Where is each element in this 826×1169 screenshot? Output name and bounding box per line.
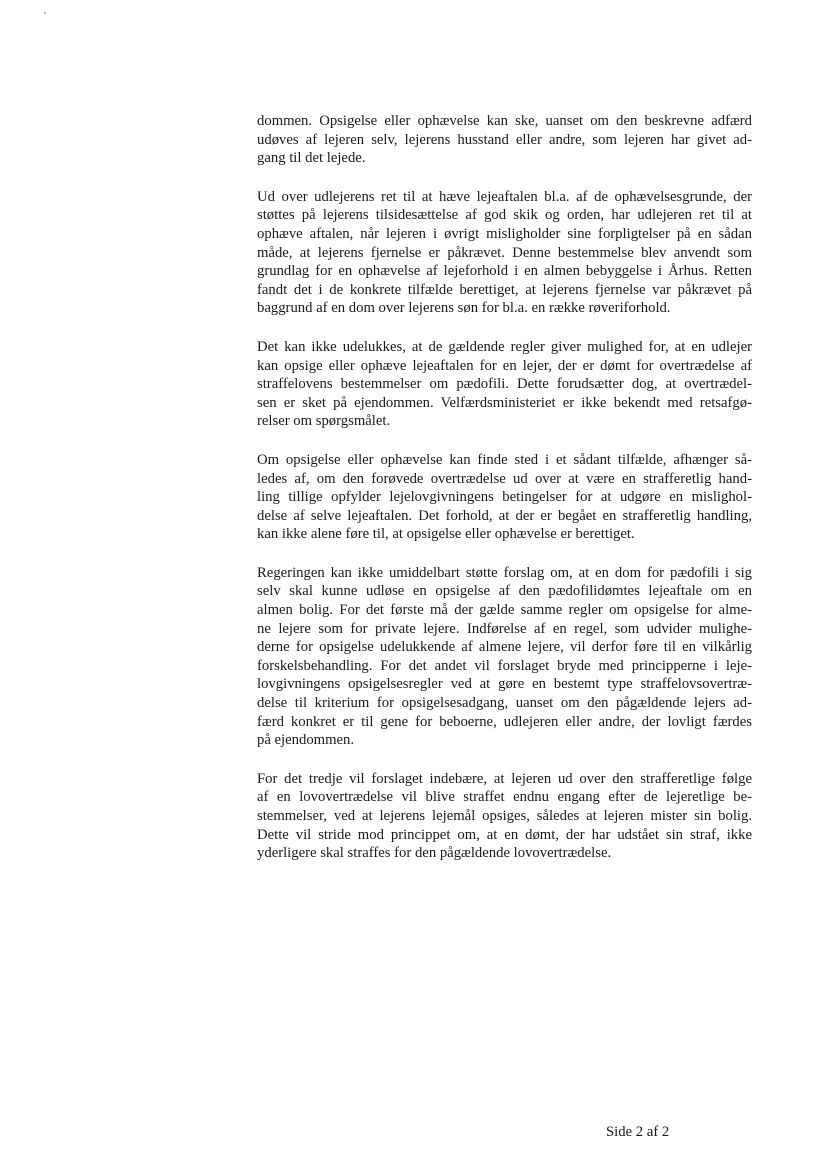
text-line: ne lejere som for private lejere. Indførelse af en regel, som udvider mulighe- [257,620,752,637]
scan-speck [44,12,46,14]
text-line: udøves af lejeren selv, lejerens husstand eller andre, som lejeren har givet ad- [257,131,752,148]
text-line: Regeringen kan ikke umiddelbart støtte forslag om, at en dom for pædofili i sig [257,564,752,581]
paragraph-6 [257,770,752,863]
text-line: Det kan ikke udelukkes, at de gældende regler giver mulighed for, at en udlejer [257,338,752,355]
text-line: delse til kriterium for opsigelsesadgang, uanset om den pågældende lejers ad- [257,695,752,712]
text-line: måde, at lejerens fjernelse er påkrævet. Denne bestemmelse blev anvendt som [257,244,752,261]
text-line: yderligere skal straffes for den pågældende lovovertrædelse. [257,845,612,862]
text-line: Ud over udlejerens ret til at hæve lejeaftalen bl.a. af de ophævelsesgrunde, der [257,188,752,205]
paragraph-1 [257,112,752,168]
page-number: Side 2 af 2 [606,1124,670,1140]
text-line: støttes på lejerens tilsidesættelse af god skik og orden, har udlejeren ret til at [257,207,752,224]
text-line: sen er sket på ejendommen. Velfærdsministeriet er ikke bekendt med retsafgø- [257,394,752,411]
text-line: relser om spørgsmålet. [257,413,391,430]
paragraph-4 [257,451,752,544]
text-line: af en lovovertrædelse vil blive straffet endnu engang efter de lejeretlige be- [257,789,752,806]
text-line: grundlag for en ophævelse af lejeforhold i en almen bebyggelse i Århus. Retten [257,263,752,280]
paragraph-5 [257,564,752,750]
text-line: stemmelser, ved at lejerens lejemål opsiges, således at lejeren mister sin bolig. [257,808,752,824]
text-line: Dette vil stride mod princippet om, at en dømt, der har udstået sin straf, ikke [257,826,752,843]
text-line: ledes af, om den forøvede overtrædelse ud over at være en strafferetlig hand- [257,470,752,487]
paragraph-3 [257,338,752,431]
paragraph-2 [257,188,752,318]
text-line: ophæve aftalen, når lejeren i øvrigt misligholder sine forpligtelser på en sådan [257,225,752,242]
text-line: selv skal kunne udløse en opsigelse af den pædofilidømtes lejeaftale om en [257,583,752,600]
text-line: forskelsbehandling. For det andet vil forslaget bryde med principperne i leje- [257,657,752,674]
text-line: lovgivningens opsigelsesregler ved at gøre en bestemt type straffelovsovertræ- [257,676,752,693]
text-line: straffelovens bestemmelser om pædofili. Dette forudsætter dog, at overtrædel- [257,376,752,393]
text-line: delse af selve lejeaftalen. Det forhold, at der er begået en strafferetlig handling, [257,507,752,524]
text-line: ling tillige opfylder lejelovgivningens betingelser for at udgøre en mislighol- [257,489,752,506]
text-line: kan opsige eller ophæve lejeaftalen for en lejer, der er dømt for overtrædelse af [257,357,752,374]
document-body [257,112,752,881]
text-line: gang til det lejede. [257,150,366,167]
text-line: Om opsigelse eller ophævelse kan finde sted i et sådant tilfælde, afhænger så- [257,451,752,468]
text-line: dommen. Opsigelse eller ophævelse kan ske, uanset om den beskrevne adfærd [257,113,752,129]
text-line: fandt det i de konkrete tilfælde berettiget, at lejerens fjernelse var påkrævet på [257,281,752,298]
text-line: derne for opsigelse udelukkende af almene lejere, vil derfor føre til en vilkårlig [257,639,752,656]
text-line: på ejendommen. [257,732,355,749]
text-line: færd konkret er til gene for beboerne, udlejeren eller andre, der lovligt færdes [257,713,752,730]
text-line: almen bolig. For det første må der gælde samme regler om opsigelse for alme- [257,602,752,619]
text-line: For det tredje vil forslaget indebære, at lejeren ud over den strafferetlige følge [257,770,752,787]
text-line: kan ikke alene føre til, at opsigelse eller ophævelse er berettiget. [257,526,635,543]
text-line: baggrund af en dom over lejerens søn for bl.a. en række røveriforhold. [257,300,671,317]
